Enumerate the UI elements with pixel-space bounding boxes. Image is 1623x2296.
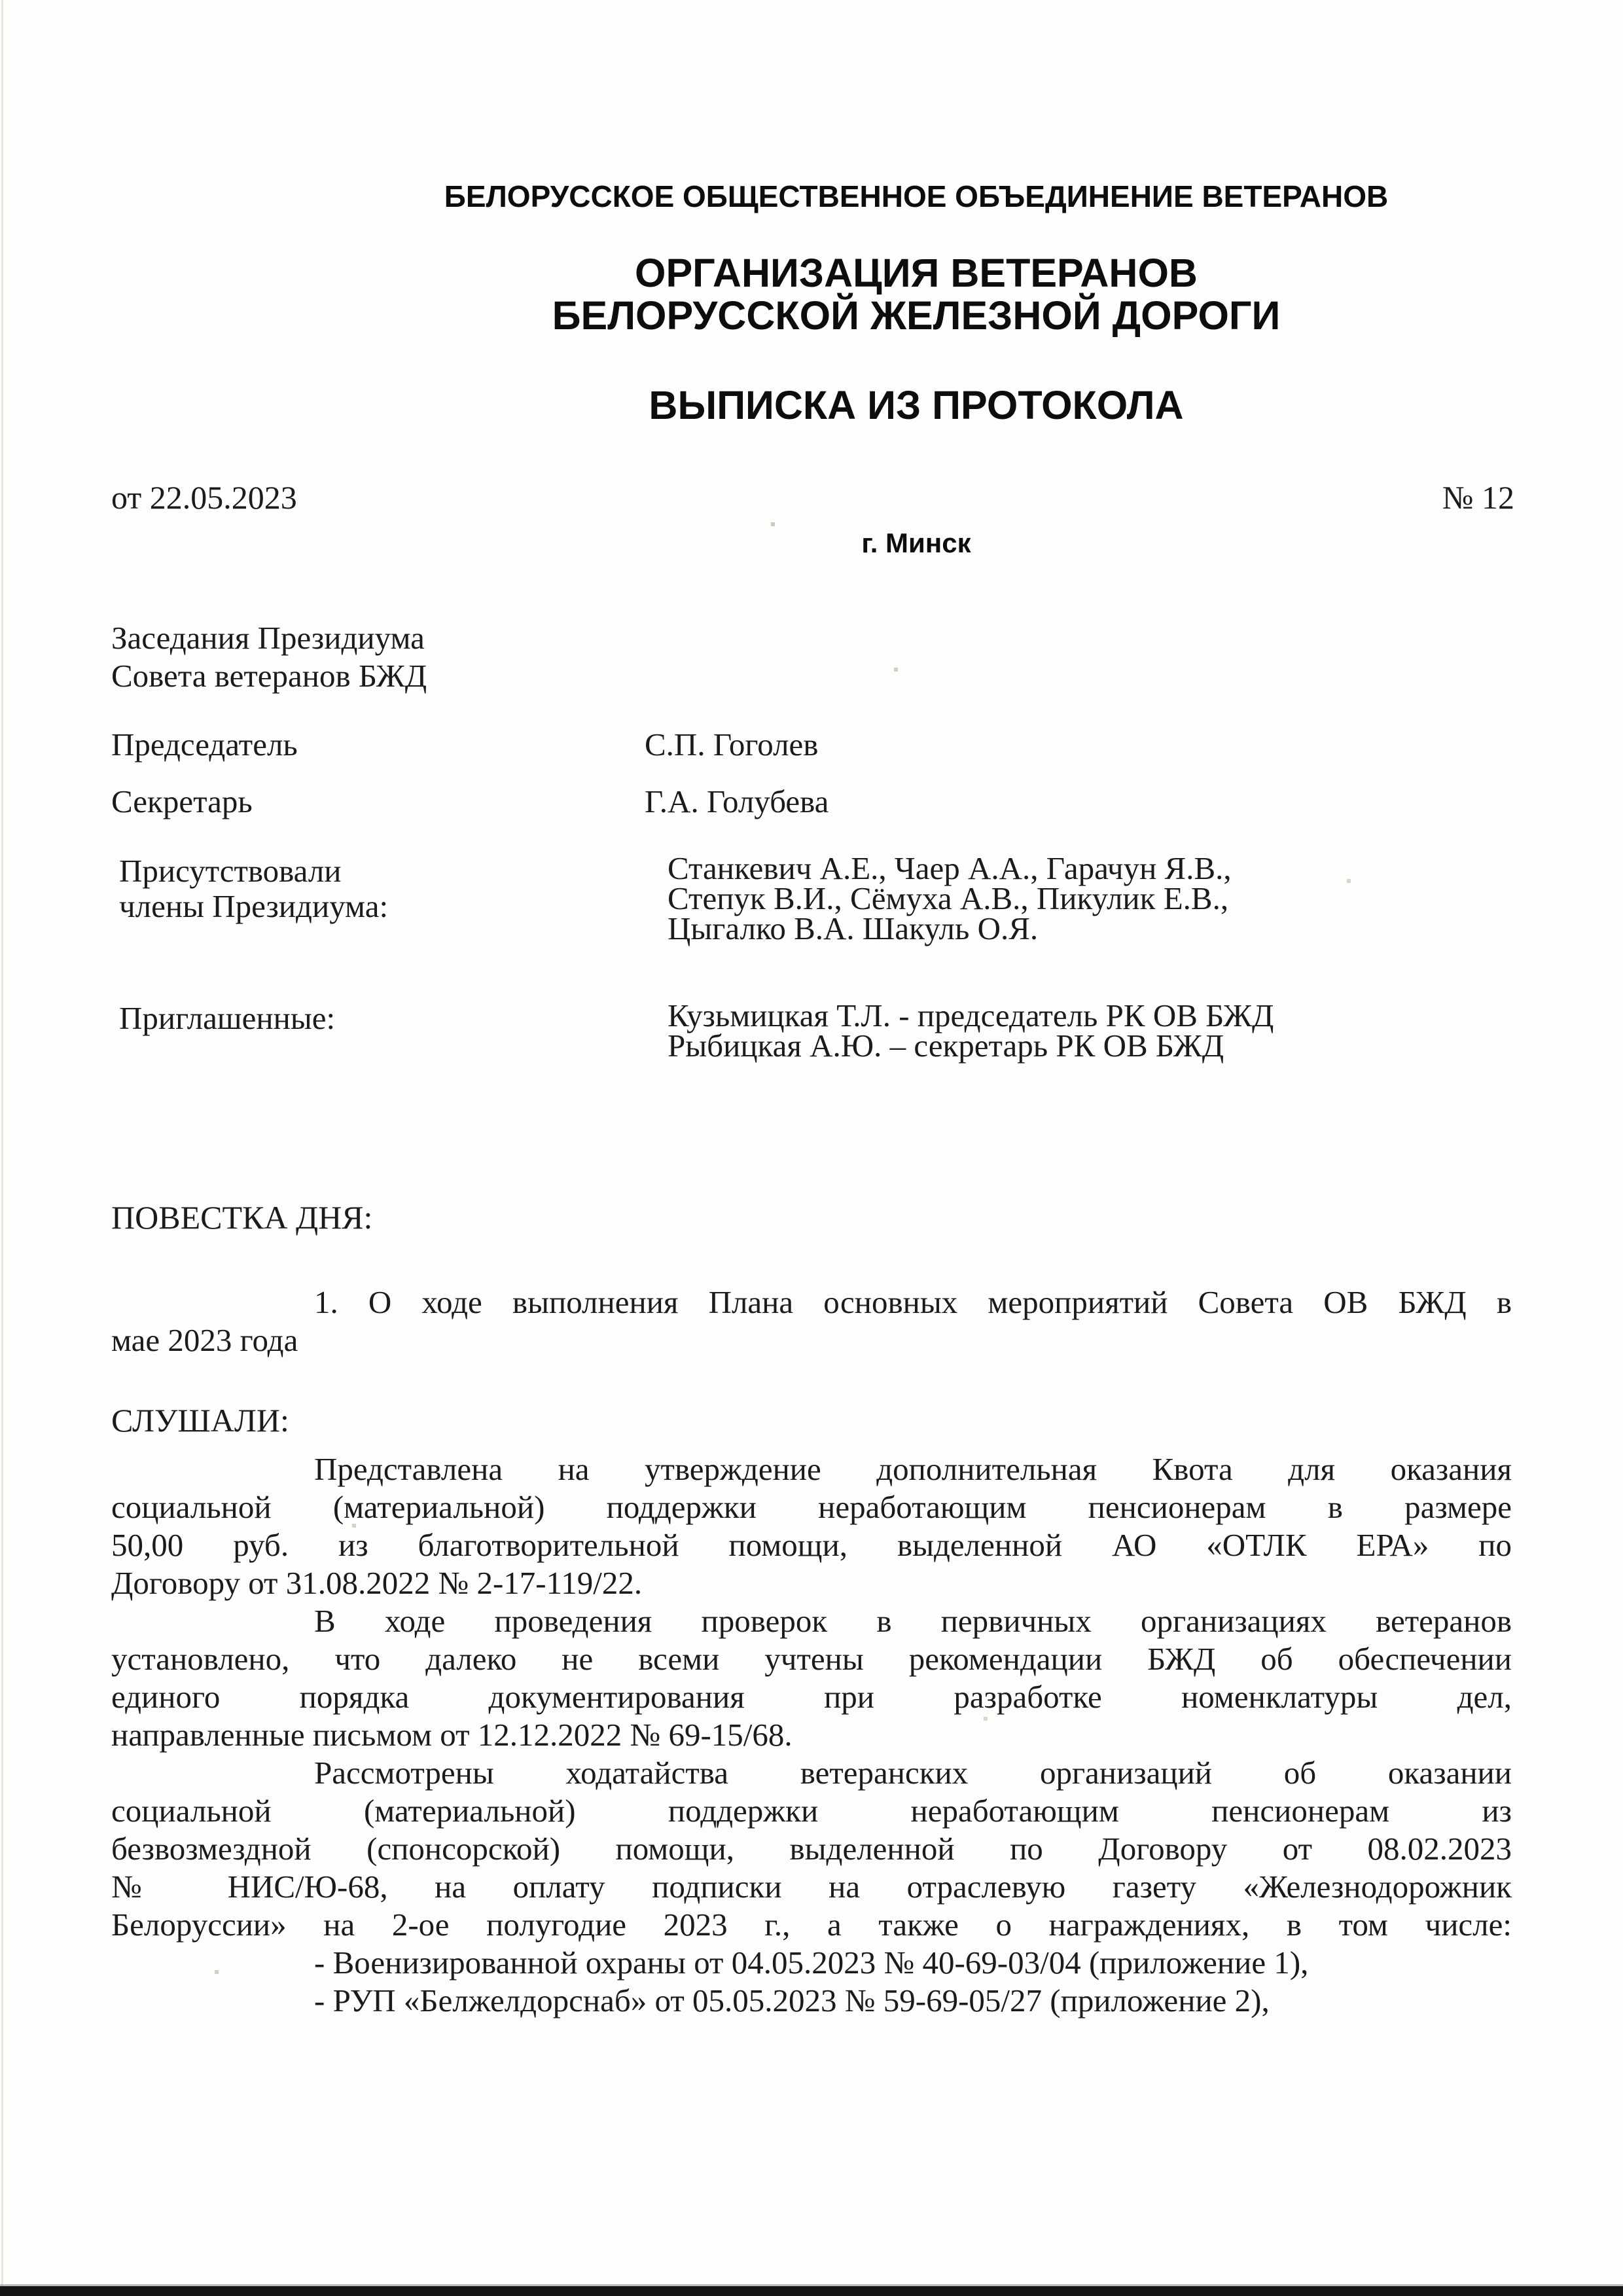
secretary-label: Секретарь [111, 783, 253, 819]
secretary-name: Г.А. Голубева [645, 783, 829, 819]
meeting-line2: Совета ветеранов БЖД [111, 658, 427, 694]
text-line: направленные письмом от 12.12.2022 № 69-15/68. [111, 1717, 793, 1753]
invited-label: Приглашенные: [119, 1000, 336, 1036]
text-line: - Военизированной охраны от 04.05.2023 № 40-69-03/04 (приложение 1), [314, 1945, 1309, 1981]
meeting-line1: Заседания Президиума [111, 620, 425, 656]
attendees-names-line2: Степук В.И., Сёмуха А.В., Пикулик Е.В., [668, 880, 1229, 916]
text-line: - РУП «Белжелдорснаб» от 05.05.2023 № 59-69-05/27 (приложение 2), [314, 1982, 1270, 2018]
attendees-names [668, 850, 1232, 946]
org-name-line2: БЕЛОРУССКОЙ ЖЕЛЕЗНОЙ ДОРОГИ [552, 293, 1281, 338]
invited-names [668, 997, 1274, 1064]
text-line: мае 2023 года [111, 1322, 298, 1358]
meta-row [111, 478, 1514, 516]
heard-heading: СЛУШАЛИ: [111, 1402, 289, 1439]
text-line: 50,00 руб. из благотворительной помощи, выделенной АО «ОТЛК ЕРА» по [111, 1527, 1512, 1563]
invited-names-line2: Рыбицкая А.Ю. – секретарь РК ОВ БЖД [668, 1028, 1224, 1064]
text-line: Договору от 31.08.2022 № 2-17-119/22. [111, 1565, 643, 1601]
text-line: Рассмотрены ходатайства ветеранских организаций об оказании [314, 1755, 1512, 1791]
text-line: безвозмездной (спонсорской) помощи, выделенной по Договору от 08.02.2023 [111, 1831, 1512, 1867]
scan-edge-bottom [0, 2286, 1623, 2296]
text-line: социальной (материальной) поддержки неработающим пенсионерам из [111, 1793, 1512, 1829]
attendees-row [119, 850, 1232, 946]
text-line: Белоруссии» на 2-ое полугодие 2023 г., а также о награждениях, в том числе: [111, 1907, 1512, 1943]
scan-edge-left [1, 0, 3, 2296]
heard-body [111, 1450, 1512, 2020]
attendees-label-line2: члены Президиума: [119, 888, 389, 924]
text-line: социальной (материальной) поддержки неработающим пенсионерам в размере [111, 1489, 1512, 1525]
attendees-names-line1: Станкевич А.Е., Чаер А.А., Гарачун Я.В., [668, 850, 1232, 886]
invited-row [119, 997, 1274, 1064]
org-name-line1: ОРГАНИЗАЦИЯ ВЕТЕРАНОВ [635, 251, 1198, 295]
text-line: установлено, что далеко не всеми учтены рекомендации БЖД об обеспечении [111, 1641, 1512, 1677]
doc-number: № 12 [1442, 479, 1514, 516]
doc-city: г. Минск [861, 528, 971, 558]
invited-names-line1: Кузьмицкая Т.Л. - председатель РК ОВ БЖД [668, 997, 1274, 1033]
doc-date: от 22.05.2023 [111, 479, 297, 516]
secretary-row [111, 783, 829, 821]
chair-name: С.П. Гоголев [645, 726, 819, 762]
text-line: В ходе проведения проверок в первичных организациях ветеранов [314, 1603, 1512, 1639]
attendees-label-line1: Присутствовали [119, 853, 342, 889]
attendees-names-line3: Цыгалко В.А. Шакуль О.Я. [668, 910, 1039, 946]
text-line: 1. О ходе выполнения Плана основных мероприятий Совета ОВ БЖД в [314, 1284, 1512, 1320]
org-name [209, 252, 1623, 337]
text-line: единого порядка документирования при разработке номенклатуры дел, [111, 1679, 1512, 1715]
chair-row [111, 726, 818, 764]
doc-title: ВЫПИСКА ИЗ ПРОТОКОЛА [649, 383, 1184, 427]
attendees-label [119, 853, 668, 944]
agenda-item [111, 1283, 1512, 1359]
text-line: Представлена на утверждение дополнительная Квота для оказания [314, 1451, 1512, 1487]
letterhead: БЕЛОРУССКОЕ ОБЩЕСТВЕННОЕ ОБЪЕДИНЕНИЕ ВЕТЕРАНОВ [444, 179, 1389, 213]
meeting-info [111, 619, 427, 695]
text-line: № НИС/Ю-68, на оплату подписки на отраслевую газету «Железнодорожник [111, 1869, 1512, 1905]
chair-label: Председатель [111, 726, 298, 762]
agenda-heading: ПОВЕСТКА ДНЯ: [111, 1199, 373, 1236]
